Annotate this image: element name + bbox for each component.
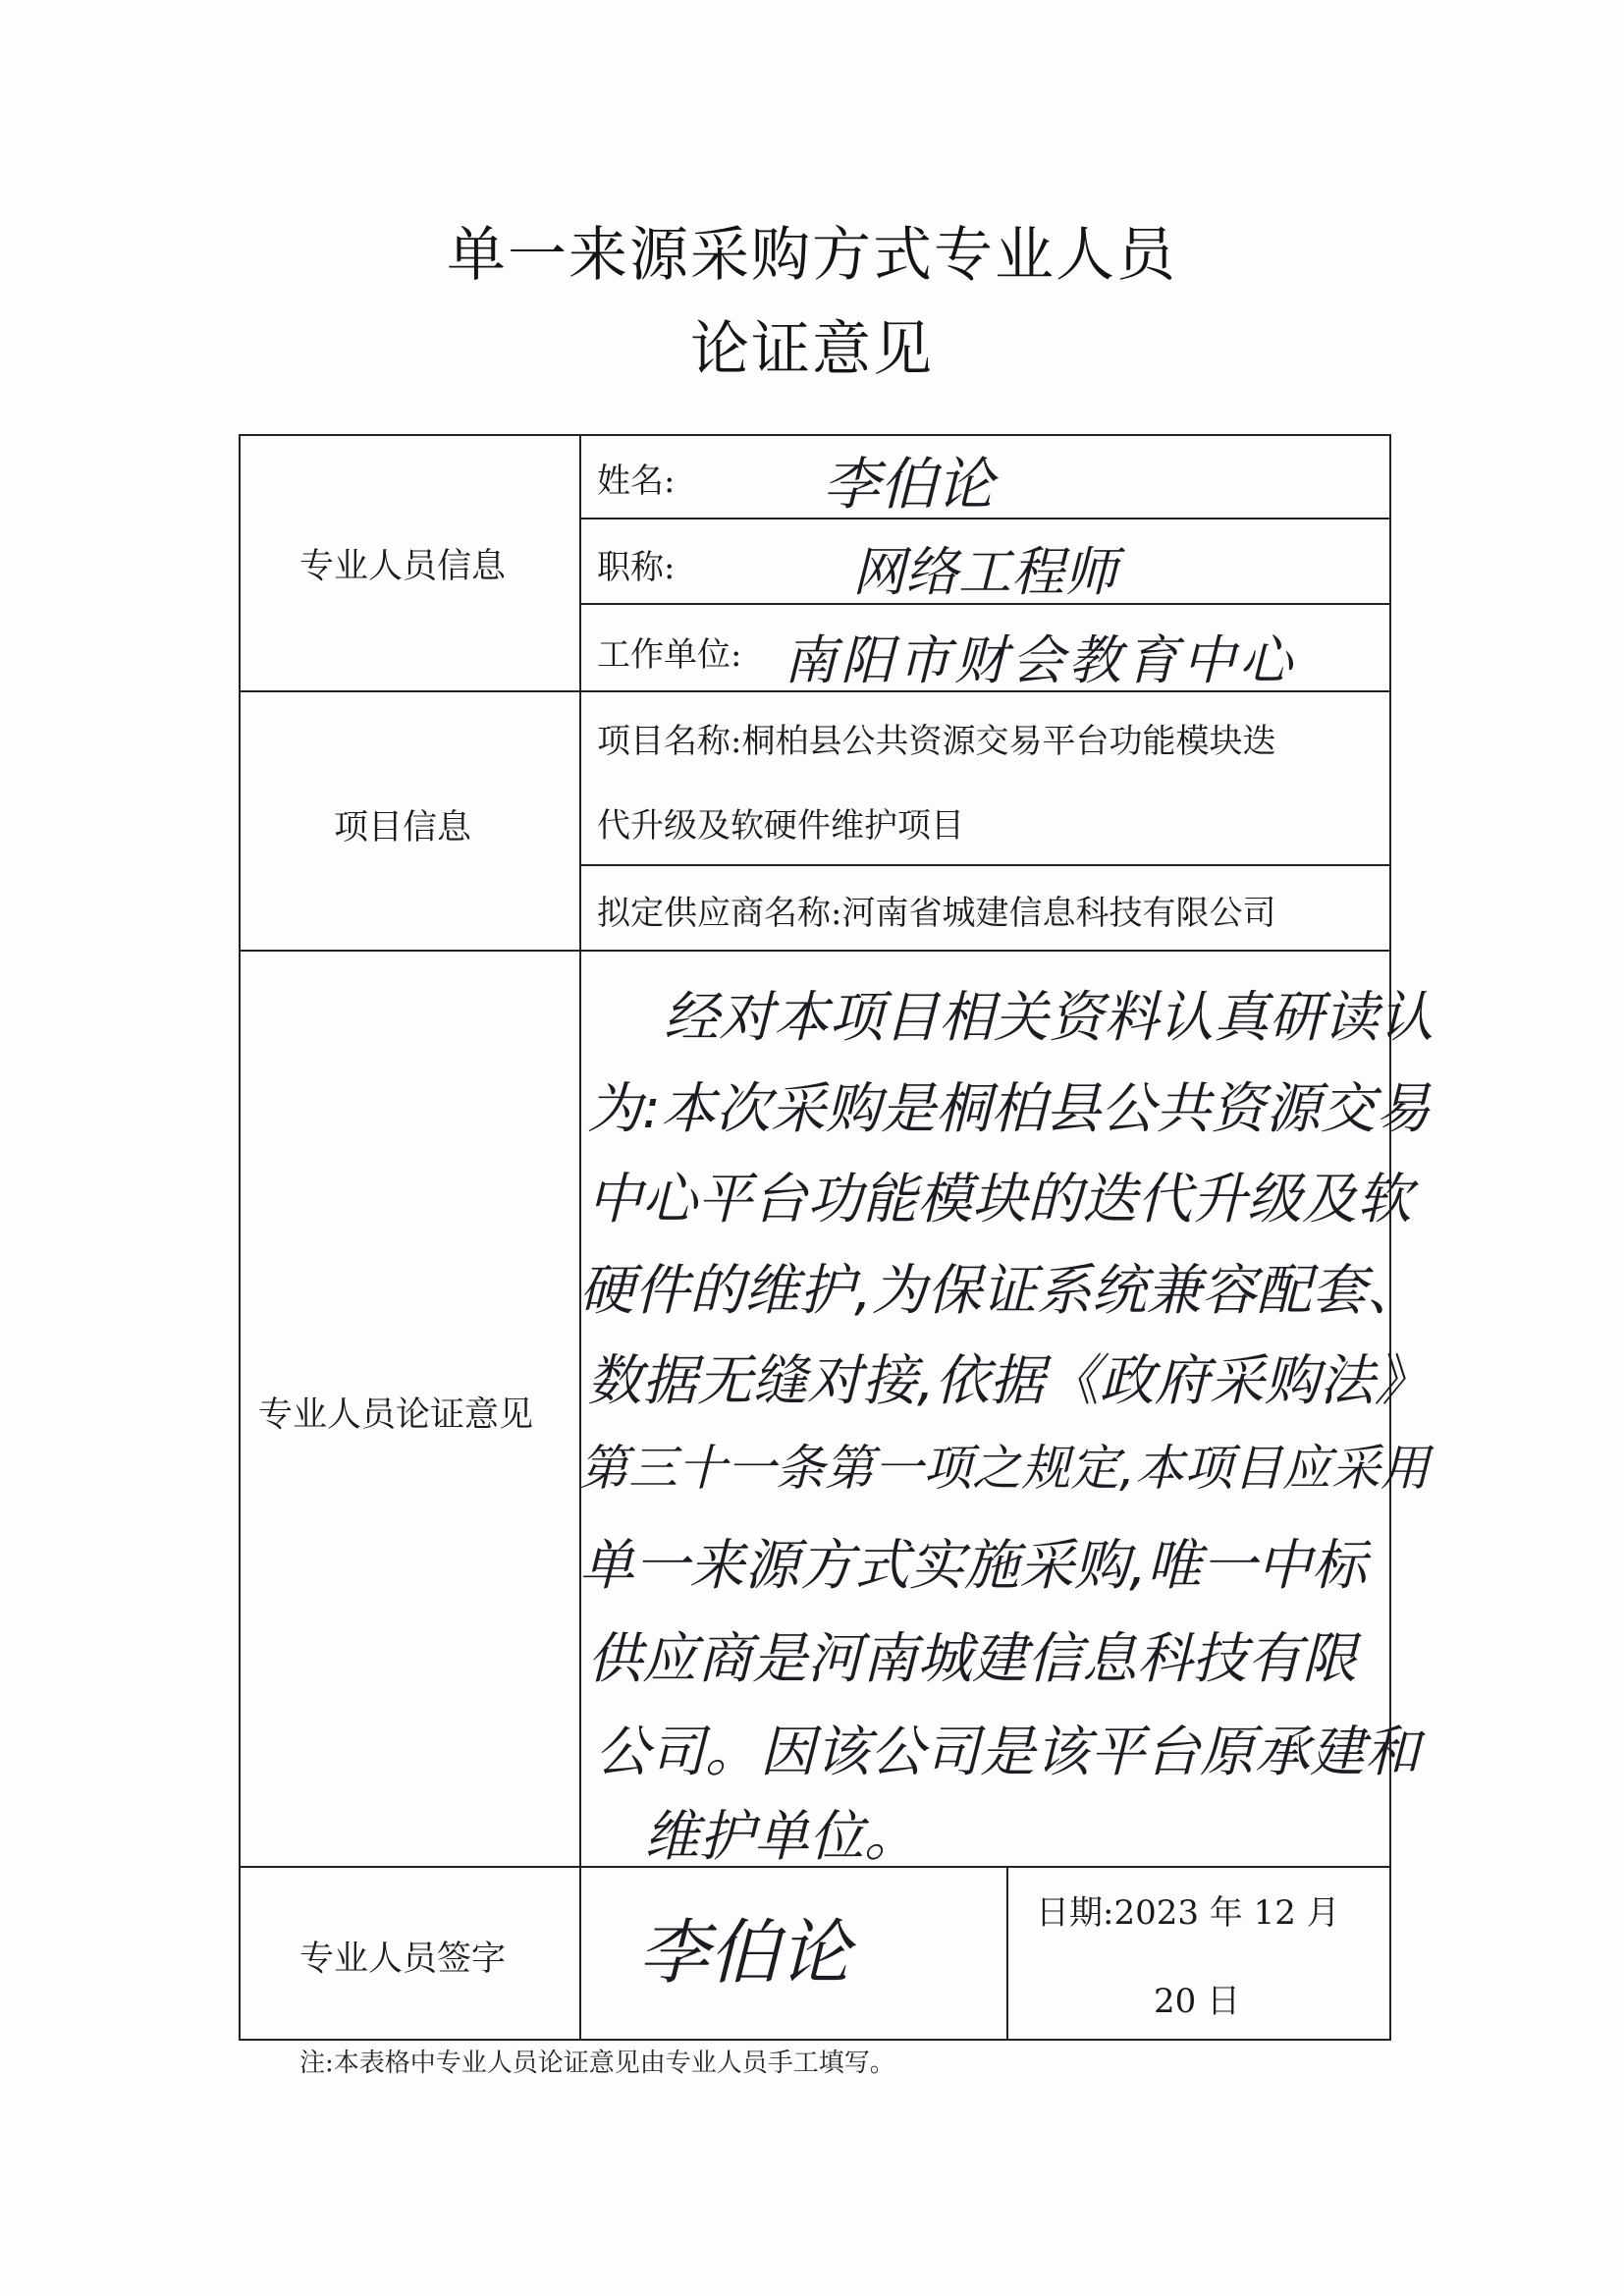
name-label: 姓名:: [597, 462, 676, 501]
row-divider: [239, 950, 1389, 952]
opinion-line: 数据无缝对接,依据《政府采购法》: [587, 1349, 1430, 1413]
document-title-line1: 单一来源采购方式专业人员: [447, 221, 1177, 290]
opinion-line: 为:本次采购是桐柏县公共资源交易: [587, 1077, 1431, 1141]
opinion-line: 维护单位。: [644, 1805, 919, 1869]
opinion-line: 公司。因该公司是该平台原承建和: [595, 1721, 1420, 1784]
opinion-line: 单一来源方式实施采购,唯一中标: [579, 1534, 1367, 1598]
document-title-line2: 论证意见: [690, 315, 934, 384]
opinion-line: 中心平台功能模块的迭代升级及软: [587, 1168, 1412, 1231]
opinion-line: 经对本项目相关资料认真研读认: [664, 986, 1434, 1050]
title-value: 网络工程师: [852, 541, 1117, 603]
opinion-line: 供应商是河南城建信息科技有限: [587, 1627, 1357, 1691]
unit-label: 工作单位:: [597, 635, 742, 675]
signature-value: 李伯论: [638, 1911, 851, 1994]
section-label-opinion: 专业人员论证意见: [258, 1395, 534, 1435]
table-divider-date: [1006, 1866, 1008, 2039]
name-value: 李伯论: [823, 451, 995, 518]
row-divider: [579, 864, 1389, 866]
table-divider-col: [579, 434, 581, 2039]
opinion-line: 硬件的维护,为保证系统兼容配套、: [579, 1259, 1422, 1323]
section-label-project-info: 项目信息: [334, 808, 472, 847]
footnote: 注:本表格中专业人员论证意见由专业人员手工填写。: [299, 2049, 895, 2078]
project-name-line1: 项目名称:桐柏县公共资源交易平台功能模块迭: [597, 722, 1276, 761]
project-name-line2: 代升级及软硬件维护项目: [597, 806, 964, 846]
date-line2: 20 日: [1154, 1982, 1241, 2021]
date-line1: 日期:2023 年 12 月: [1036, 1893, 1340, 1933]
opinion-line: 第三十一条第一项之规定,本项目应采用: [579, 1440, 1430, 1497]
unit-value: 南阳市财会教育中心: [784, 629, 1296, 691]
section-label-signature: 专业人员签字: [299, 1940, 507, 1979]
section-label-expert-info: 专业人员信息: [299, 547, 507, 586]
supplier-name: 拟定供应商名称:河南省城建信息科技有限公司: [597, 894, 1276, 933]
title-label: 职称:: [597, 548, 676, 587]
